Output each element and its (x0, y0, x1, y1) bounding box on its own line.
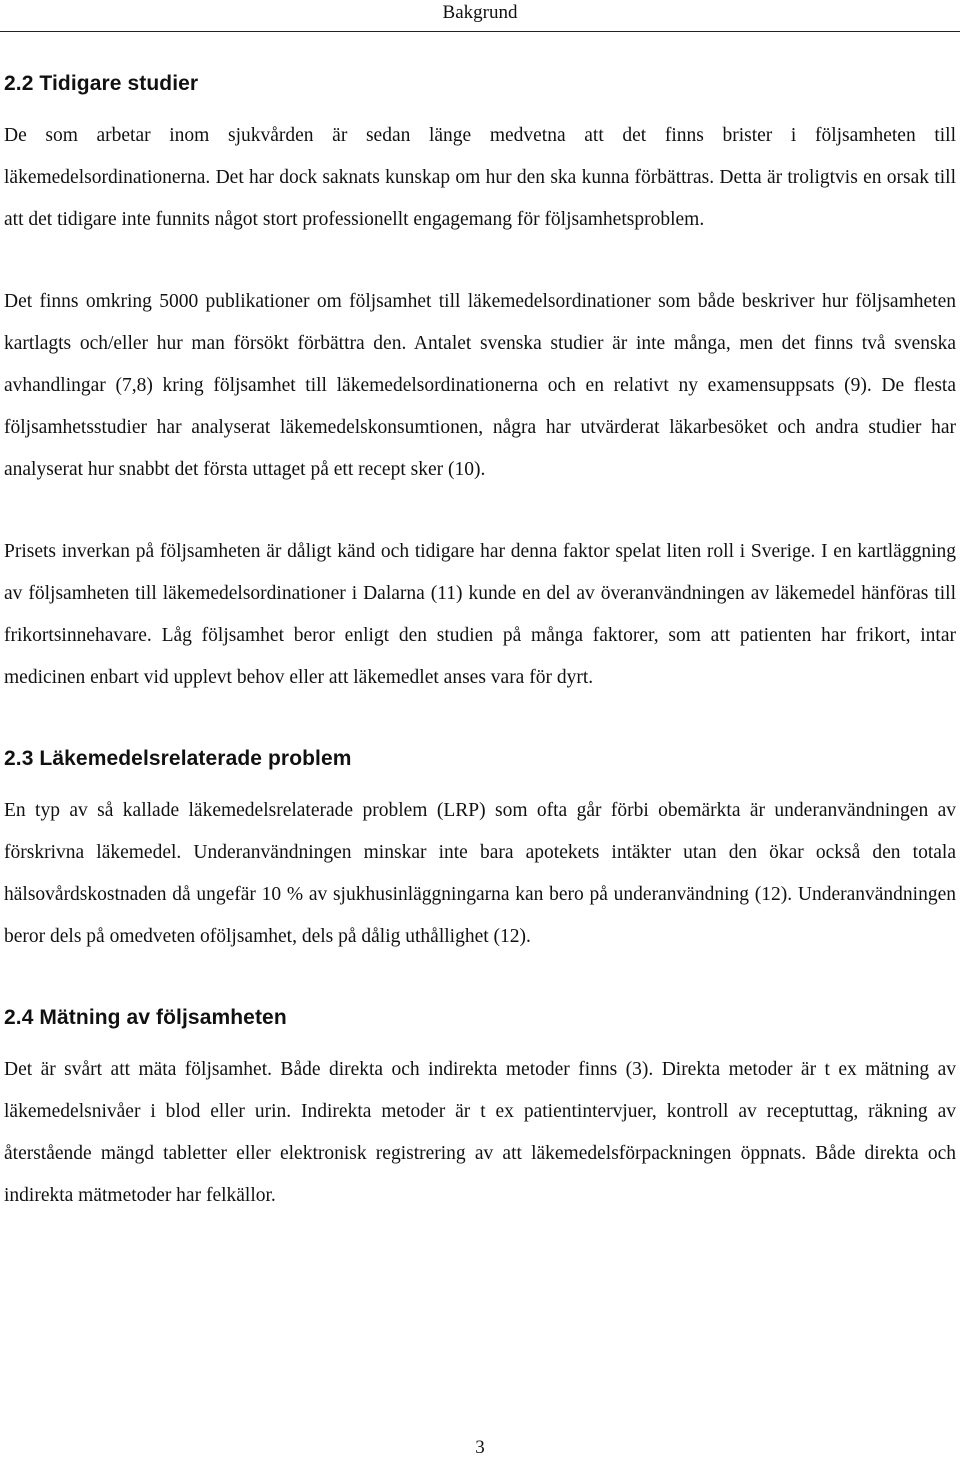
spacer (4, 779, 956, 790)
spacer (4, 958, 956, 998)
page-number: 3 (475, 1437, 485, 1458)
page-content (4, 64, 956, 1217)
paragraph: Prisets inverkan på följsamheten är dåligt känd och tidigare har denna faktor spelat liten roll i Sverige. I en kartläggning av följsamheten till läkemedelsordinationer i Dalarna (11) kunde en del av överanvändningen av läkemedel hänföras till frikortsinnehavare. Låg följsamhet beror enligt den studien på många faktorer, som att patienten har frikort, intar medicinen enbart vid upplevt behov eller att läkemedlet anses vara för dyrt. (4, 541, 956, 688)
paragraph: Det är svårt att mäta följsamhet. Både direkta och indirekta metoder finns (3). Direkta metoder är t ex mätning av läkemedelsnivåer i blod eller urin. Indirekta metoder är t ex patientintervjuer, kontroll av receptuttag, räkning av återstående mängd tabletter eller elektronisk registrering av att läkemedelsförpackningen öppnats. Både direkta och indirekta mätmetoder har felkällor. (4, 1059, 956, 1206)
spacer (4, 1038, 956, 1049)
section-heading-tidigare-studier: 2.2 Tidigare studier (4, 72, 199, 95)
spacer (4, 491, 956, 531)
paragraph: Det finns omkring 5000 publikationer om följsamhet till läkemedelsordinationer som både beskriver hur följsamheten kartlagts och/eller hur man försökt förbättra den. Antalet svenska studier är inte många, men det finns två svenska avhandlingar (7,8) kring följsamhet till läkemedelsordinationerna och en relativt ny examensuppsats (9). De flesta följsamhetsstudier har analyserat läkemedelskonsumtionen, några har utvärderat läkarbesöket och andra studier har analyserat hur snabbt det första uttaget på ett recept sker (10). (4, 291, 956, 480)
spacer (4, 104, 956, 115)
section-heading-lakemedelsrelaterade-problem: 2.3 Läkemedelsrelaterade problem (4, 747, 352, 770)
section-heading-matning-av-foljsamheten: 2.4 Mätning av följsamheten (4, 1006, 287, 1029)
spacer (4, 699, 956, 739)
running-header: Bakgrund (442, 2, 518, 23)
paragraph: En typ av så kallade läkemedelsrelaterade problem (LRP) som ofta går förbi obemärkta är underanvändningen av förskrivna läkemedel. Underanvändningen minskar inte bara apotekets intäkter utan den ökar också den totala hälsovårdskostnaden då ungefär 10 % av sjukhusinläggningarna kan bero på underanvändning (12). Underanvändningen beror dels på omedveten oföljsamhet, dels på dålig uthållighet (12). (4, 800, 956, 947)
spacer (4, 241, 956, 281)
header-rule (0, 31, 960, 32)
paragraph: De som arbetar inom sjukvården är sedan länge medvetna att det finns brister i följsamheten till läkemedelsordinationerna. Det har dock saknats kunskap om hur den ska kunna förbättras. Detta är troligtvis en orsak till att det tidigare inte funnits något stort professionellt engagemang för följsamhetsproblem. (4, 125, 956, 230)
